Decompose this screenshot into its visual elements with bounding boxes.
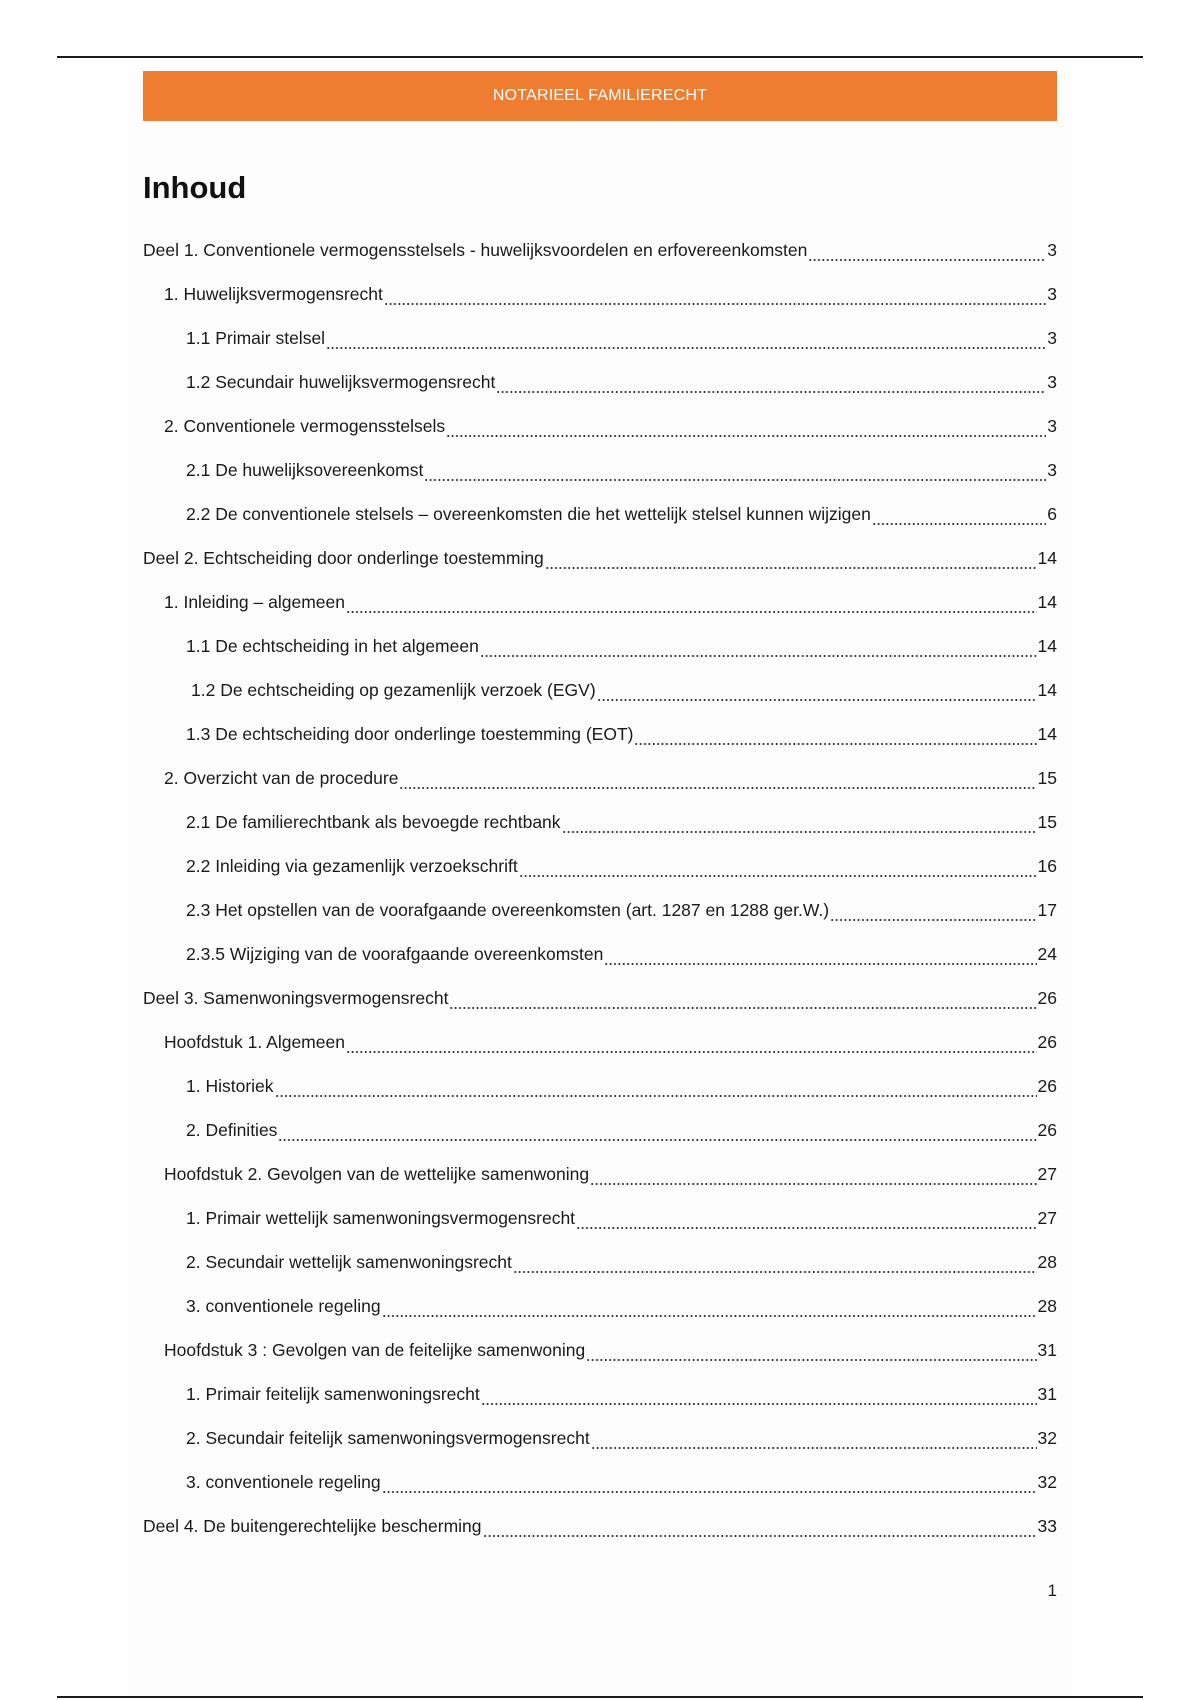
dot-leader [808, 244, 1046, 262]
dot-leader [275, 1080, 1037, 1098]
toc-entry-deel-4[interactable] [143, 1504, 1057, 1548]
toc-entry[interactable] [143, 492, 1057, 536]
toc-entry[interactable] [143, 888, 1057, 932]
toc-entry[interactable] [143, 932, 1057, 976]
dot-leader [483, 1520, 1037, 1538]
dot-leader [562, 816, 1037, 834]
toc-entry[interactable] [143, 404, 1057, 448]
toc-entry[interactable] [143, 1460, 1057, 1504]
toc-entry-page: 3 [1047, 371, 1057, 392]
toc-entry[interactable] [143, 1020, 1057, 1064]
toc-entry-deel-1[interactable] [143, 228, 1057, 272]
toc-entry[interactable] [143, 360, 1057, 404]
toc-entry-text: 1.3 De echtscheiding door onderlinge toestemming (EOT) [186, 723, 634, 744]
dot-leader [382, 1476, 1037, 1494]
toc-entry-text: 2.1 De huwelijksovereenkomst [186, 459, 424, 480]
header-banner-text: NOTARIEEL FAMILIERECHT [492, 87, 708, 104]
toc-entry-text: 2.2 Inleiding via gezamenlijk verzoekschrift [186, 855, 518, 876]
toc-entry-page: 31 [1037, 1339, 1057, 1360]
toc-entry-text: 3. conventionele regeling [186, 1471, 381, 1492]
dot-leader [446, 420, 1046, 438]
toc-entry[interactable] [143, 800, 1057, 844]
toc-entry-text: Deel 4. De buitengerechtelijke bescherming [143, 1515, 482, 1536]
toc-entry-page: 31 [1037, 1383, 1057, 1404]
toc-entry-page: 26 [1037, 1075, 1057, 1096]
toc-entry-text: 1.2 De echtscheiding op gezamenlijk verzoek (EGV) [191, 679, 596, 700]
toc-entry[interactable] [143, 668, 1057, 712]
dot-leader [830, 904, 1036, 922]
page-number: 1 [1047, 1581, 1057, 1600]
toc-entry[interactable] [143, 756, 1057, 800]
toc-title: Inhoud [143, 170, 247, 205]
toc-entry-page: 14 [1037, 679, 1057, 700]
toc-entry[interactable] [143, 272, 1057, 316]
dot-leader [346, 1036, 1037, 1054]
toc-entry-deel-2[interactable] [143, 536, 1057, 580]
toc-entry[interactable] [143, 712, 1057, 756]
toc-entry-page: 3 [1047, 415, 1057, 436]
toc-entry-text: 2.1 De familierechtbank als bevoegde rechtbank [186, 811, 561, 832]
dot-leader [634, 728, 1036, 746]
toc-entry[interactable] [143, 1240, 1057, 1284]
toc-entry-text: 1.1 De echtscheiding in het algemeen [186, 635, 479, 656]
toc-entry-page: 26 [1037, 987, 1057, 1008]
toc-entry-page: 14 [1037, 591, 1057, 612]
toc-entry-page: 3 [1047, 459, 1057, 480]
dot-leader [382, 1300, 1037, 1318]
toc-entry-text: 2. Conventionele vermogensstelsels [164, 415, 446, 436]
dot-leader [591, 1432, 1037, 1450]
dot-leader [384, 288, 1046, 306]
dot-leader [590, 1168, 1036, 1186]
dot-leader [545, 552, 1037, 570]
toc-entry-text: 1.1 Primair stelsel [186, 327, 326, 348]
toc-entry-deel-3[interactable] [143, 976, 1057, 1020]
toc-entry-page: 27 [1037, 1207, 1057, 1228]
dot-leader [586, 1344, 1036, 1362]
toc-entry-page: 3 [1047, 283, 1057, 304]
toc-entry-page: 14 [1037, 723, 1057, 744]
toc-entry-page: 28 [1037, 1251, 1057, 1272]
toc-entry[interactable] [143, 1064, 1057, 1108]
toc-entry-page: 28 [1037, 1295, 1057, 1316]
toc-entry-page: 26 [1037, 1031, 1057, 1052]
toc-entry[interactable] [143, 1416, 1057, 1460]
dot-leader [513, 1256, 1037, 1274]
toc-entry[interactable] [143, 844, 1057, 888]
toc-entry[interactable] [143, 1284, 1057, 1328]
dot-leader [278, 1124, 1036, 1142]
dot-leader [496, 376, 1046, 394]
toc-entry-page: 14 [1037, 547, 1057, 568]
toc-entry-text: 2.3.5 Wijziging van de voorafgaande overeenkomsten [186, 943, 604, 964]
dot-leader [481, 1388, 1037, 1406]
dot-leader [480, 640, 1037, 658]
toc-entry-text: 1. Huwelijksvermogensrecht [164, 283, 383, 304]
dot-leader [326, 332, 1046, 350]
toc-entry-page: 16 [1037, 855, 1057, 876]
toc-entry[interactable] [143, 1196, 1057, 1240]
toc-entry-text: 2. Secundair feitelijk samenwoningsvermogensrecht [186, 1427, 590, 1448]
toc-entry-text: Deel 2. Echtscheiding door onderlinge toestemming [143, 547, 544, 568]
dot-leader [424, 464, 1046, 482]
toc-entry-text: Hoofdstuk 1. Algemeen [164, 1031, 345, 1052]
dot-leader [604, 948, 1036, 966]
dot-leader [346, 596, 1037, 614]
toc-entry-page: 26 [1037, 1119, 1057, 1140]
toc-entry-text: 2. Overzicht van de procedure [164, 767, 399, 788]
toc-entry-page: 27 [1037, 1163, 1057, 1184]
toc-entry-page: 17 [1037, 899, 1057, 920]
toc-entry-text: 2. Definities [186, 1119, 278, 1140]
toc-entry-page: 15 [1037, 811, 1057, 832]
toc-entry-text: 2. Secundair wettelijk samenwoningsrecht [186, 1251, 512, 1272]
dot-leader [872, 508, 1046, 526]
toc-entry[interactable] [143, 1328, 1057, 1372]
toc-entry-page: 24 [1037, 943, 1057, 964]
toc-entry-text: 2.2 De conventionele stelsels – overeenkomsten die het wettelijk stelsel kunnen wijzigen [186, 503, 871, 524]
table-of-contents [143, 228, 1057, 1548]
toc-entry-text: Deel 3. Samenwoningsvermogensrecht [143, 987, 449, 1008]
toc-entry[interactable] [143, 580, 1057, 624]
bottom-rule [57, 1696, 1143, 1698]
toc-entry[interactable] [143, 624, 1057, 668]
toc-entry-page: 3 [1047, 239, 1057, 260]
toc-entry-text: 1. Primair wettelijk samenwoningsvermogensrecht [186, 1207, 576, 1228]
toc-entry-text: 3. conventionele regeling [186, 1295, 381, 1316]
toc-entry-text: Hoofdstuk 2. Gevolgen van de wettelijke samenwoning [164, 1163, 590, 1184]
toc-entry[interactable] [143, 1108, 1057, 1152]
toc-entry-text: 1.2 Secundair huwelijksvermogensrecht [186, 371, 496, 392]
toc-entry-page: 33 [1037, 1515, 1057, 1536]
toc-entry-page: 15 [1037, 767, 1057, 788]
dot-leader [597, 684, 1037, 702]
toc-entry[interactable] [143, 448, 1057, 492]
toc-entry-text: Hoofdstuk 3 : Gevolgen van de feitelijke samenwoning [164, 1339, 586, 1360]
toc-entry[interactable] [143, 316, 1057, 360]
toc-entry-page: 3 [1047, 327, 1057, 348]
dot-leader [449, 992, 1036, 1010]
toc-entry[interactable] [143, 1372, 1057, 1416]
toc-entry[interactable] [143, 1152, 1057, 1196]
top-rule [57, 56, 1143, 58]
toc-entry-page: 32 [1037, 1427, 1057, 1448]
dot-leader [399, 772, 1036, 790]
toc-entry-text: 2.3 Het opstellen van de voorafgaande overeenkomsten (art. 1287 en 1288 ger.W.) [186, 899, 830, 920]
toc-entry-page: 14 [1037, 635, 1057, 656]
toc-entry-page: 6 [1047, 503, 1057, 524]
toc-entry-text: 1. Primair feitelijk samenwoningsrecht [186, 1383, 480, 1404]
toc-entry-text: 1. Inleiding – algemeen [164, 591, 345, 612]
toc-entry-page: 32 [1037, 1471, 1057, 1492]
toc-entry-text: Deel 1. Conventionele vermogensstelsels - huwelijksvoordelen en erfovereenkomsten [143, 239, 808, 260]
dot-leader [519, 860, 1037, 878]
dot-leader [576, 1212, 1036, 1230]
toc-entry-text: 1. Historiek [186, 1075, 274, 1096]
header-banner [143, 71, 1057, 121]
